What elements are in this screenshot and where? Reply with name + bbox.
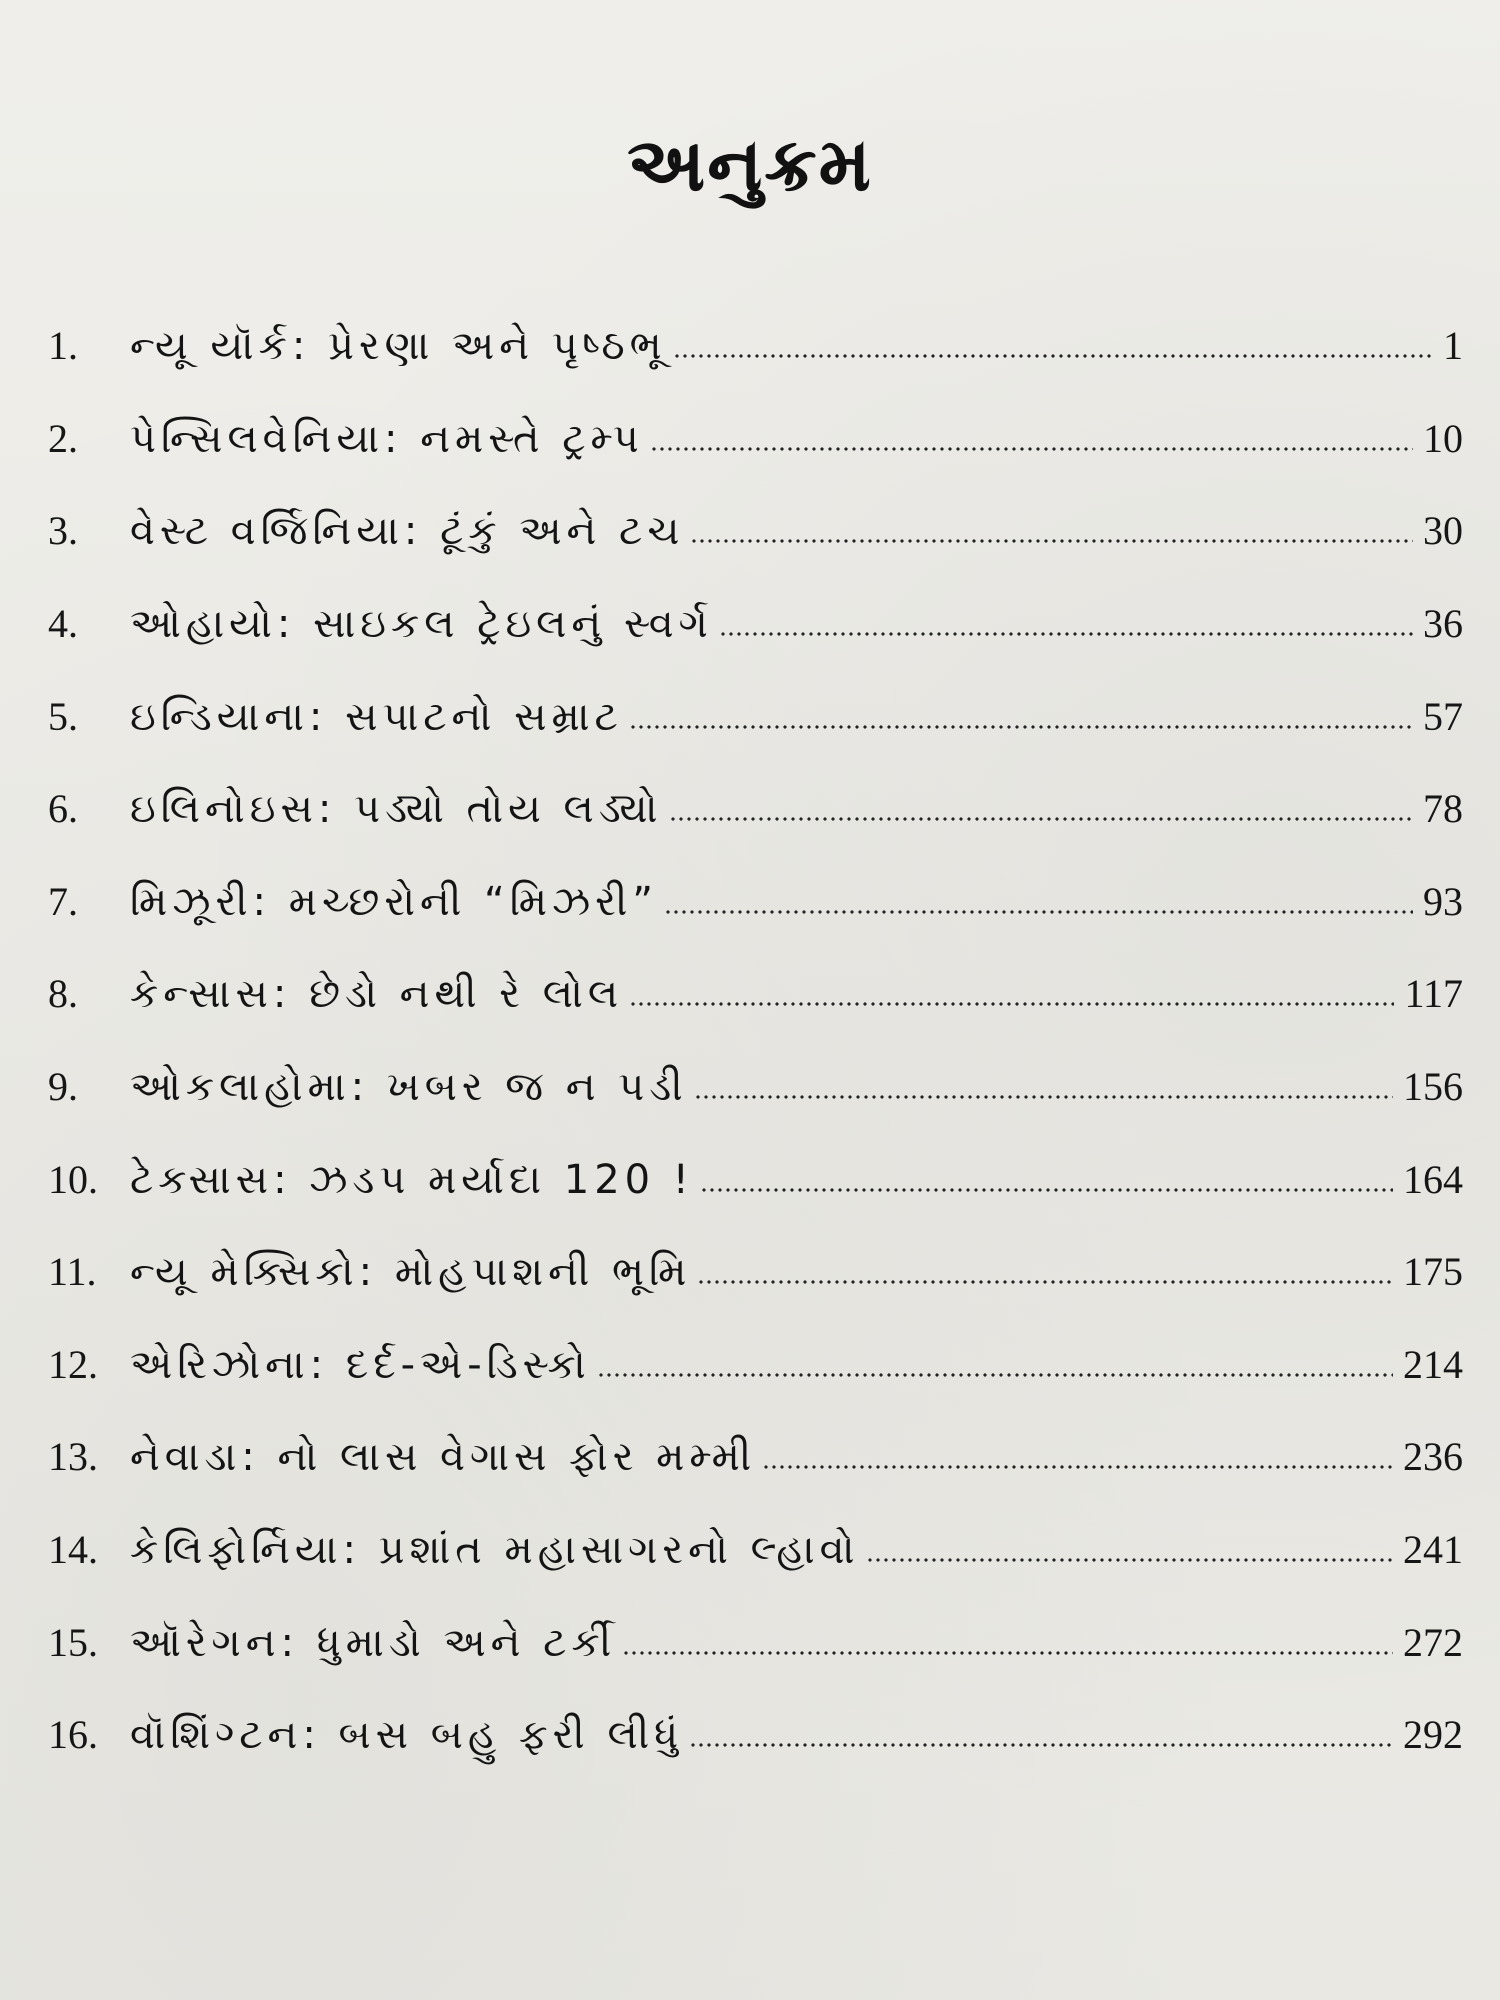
dot-leader <box>597 1372 1393 1378</box>
entry-number: 6. <box>48 786 78 832</box>
entry-title: મિઝૂરી: મચ્છરોની “મિઝરી” <box>130 878 658 925</box>
entry-number: 2. <box>48 415 78 461</box>
entry-title: પેન્સિલવેનિયા: નમસ્તે ટ્રમ્પ <box>130 415 644 462</box>
entry-number: 1. <box>48 323 78 369</box>
entry-number: 8. <box>48 971 78 1017</box>
toc-entry <box>48 763 1463 856</box>
dot-leader <box>866 1557 1393 1563</box>
entry-page-number: 214 <box>1403 1341 1463 1387</box>
entry-title: ટેક્સાસ: ઝડપ મર્યાદા 120 ! <box>130 1156 694 1203</box>
toc-entry <box>48 1411 1463 1504</box>
dot-leader <box>622 1650 1393 1656</box>
entry-page-number: 93 <box>1423 878 1463 924</box>
entry-page-number: 1 <box>1443 323 1463 369</box>
entry-number: 11. <box>48 1249 97 1295</box>
dot-leader <box>694 1094 1393 1100</box>
entry-title: ઓકલાહોમા: ખબર જ ન પડી <box>130 1064 688 1111</box>
dot-leader <box>664 909 1413 915</box>
entry-number: 15. <box>48 1619 98 1665</box>
toc-entry <box>48 670 1463 763</box>
entry-title: ઇન્ડિયાના: સપાટનો સમ્રાટ <box>130 693 623 740</box>
entry-page-number: 164 <box>1403 1156 1463 1202</box>
dot-leader <box>629 724 1413 730</box>
entry-page-number: 292 <box>1403 1712 1463 1758</box>
entry-number: 9. <box>48 1064 78 1110</box>
entry-number: 14. <box>48 1527 98 1573</box>
dot-leader <box>689 1742 1393 1748</box>
toc-entry <box>48 1133 1463 1226</box>
entry-page-number: 36 <box>1423 601 1463 647</box>
entry-page-number: 241 <box>1403 1527 1463 1573</box>
entry-number: 13. <box>48 1434 98 1480</box>
toc-entry <box>48 948 1463 1041</box>
entry-number: 7. <box>48 878 78 924</box>
toc-entry <box>48 1689 1463 1782</box>
page-title: અનુક્રમ <box>627 122 873 208</box>
table-of-contents <box>48 300 1463 1782</box>
dot-leader <box>650 446 1413 452</box>
entry-number: 3. <box>48 508 78 554</box>
toc-entry <box>48 856 1463 949</box>
entry-number: 4. <box>48 601 78 647</box>
entry-title: ન્યૂ યૉર્ક: પ્રેરણા અને પૃષ્ઠભૂ <box>130 323 667 370</box>
dot-leader <box>762 1464 1393 1470</box>
entry-title: ઇલિનોઇસ: પડ્યો તોય લડ્યો <box>130 786 663 833</box>
entry-title: વેસ્ટ વર્જિનિયા: ટૂંકું અને ટચ <box>130 508 685 555</box>
entry-number: 5. <box>48 693 78 739</box>
entry-title: એરિઝોના: દર્દ-એ-ડિસ્કો <box>130 1341 591 1388</box>
entry-page-number: 156 <box>1403 1064 1463 1110</box>
entry-number: 10. <box>48 1156 98 1202</box>
entry-title: નેવાડા: નો લાસ વેગાસ ફોર મમ્મી <box>130 1434 757 1481</box>
dot-leader <box>673 353 1433 359</box>
dot-leader <box>697 1279 1393 1285</box>
entry-page-number: 236 <box>1403 1434 1463 1480</box>
toc-entry <box>48 393 1463 486</box>
entry-number: 12. <box>48 1341 98 1387</box>
entry-title: કેલિફોર્નિયા: પ્રશાંત મહાસાગરનો લ્હાવો <box>130 1527 860 1574</box>
entry-title: ન્યૂ મેક્સિકો: મોહપાશની ભૂમિ <box>130 1249 692 1296</box>
dot-leader <box>669 816 1413 822</box>
entry-page-number: 10 <box>1423 415 1463 461</box>
entry-page-number: 175 <box>1403 1249 1463 1295</box>
dot-leader <box>690 538 1413 544</box>
toc-entry <box>48 300 1463 393</box>
entry-title: ઑરેગન: ધુમાડો અને ટર્કી <box>130 1619 617 1666</box>
entry-title: વૉશિંગ્ટન: બસ બહુ ફરી લીધું <box>130 1712 684 1759</box>
entry-title: ઓહાયો: સાઇકલ ટ્રેઇલનું સ્વર્ગ <box>130 601 713 648</box>
toc-entry <box>48 485 1463 578</box>
dot-leader <box>719 631 1413 637</box>
toc-entry <box>48 1596 1463 1689</box>
toc-entry <box>48 578 1463 671</box>
entry-page-number: 30 <box>1423 508 1463 554</box>
dot-leader <box>700 1187 1393 1193</box>
entry-title: કેન્સાસ: છેડો નથી રે લોલ <box>130 971 624 1018</box>
toc-entry <box>48 1504 1463 1597</box>
entry-page-number: 78 <box>1423 786 1463 832</box>
entry-page-number: 272 <box>1403 1619 1463 1665</box>
toc-entry <box>48 1041 1463 1134</box>
entry-number: 16. <box>48 1712 98 1758</box>
entry-page-number: 117 <box>1404 971 1463 1017</box>
dot-leader <box>629 1001 1394 1007</box>
toc-entry <box>48 1226 1463 1319</box>
toc-entry <box>48 1319 1463 1412</box>
entry-page-number: 57 <box>1423 693 1463 739</box>
